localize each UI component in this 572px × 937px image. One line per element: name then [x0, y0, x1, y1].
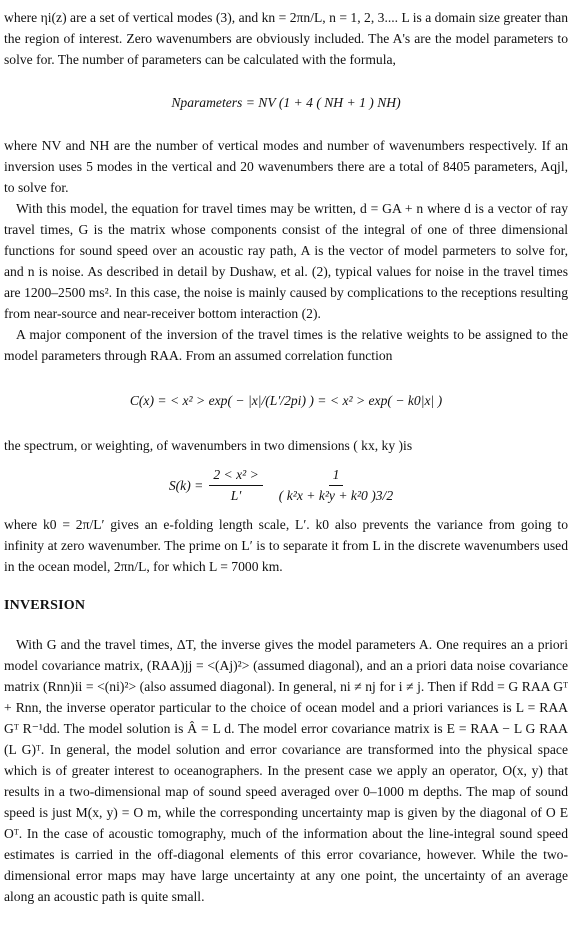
fraction-wavenumber	[275, 465, 397, 506]
fraction-variance-denominator: L′	[230, 487, 242, 503]
fraction-wavenumber-numerator: 1	[329, 465, 344, 486]
equation-parameter-count: Nparameters = NV (1 + 4 ( NH + 1 ) NH)	[171, 95, 401, 110]
paragraph-weights: A major component of the inversion of the travel times is the relative weights to be assigned to the model parameters through RAA. From an assumed correlation function	[4, 327, 568, 363]
fraction-variance-numerator: 2 < x² >	[209, 465, 262, 486]
equation-correlation-function: C(x) = < x² > exp( − |x|/(L′/2pi) ) = < x² > exp( − k0|x| )	[129, 393, 443, 408]
paragraph-efolding: where k0 = 2π/L′ gives an e-folding length scale, L′. k0 also prevents the variance from going to infinity at zero wavenumber. The prime on L′ is to separate it from L in the discrete wavenumbers used in the ocean model, 2πn/L, for which L = 7000 km.	[4, 517, 568, 574]
paragraph-inversion: With G and the travel times, ΔT, the inverse gives the model parameters A. One requires an a priori model covariance matrix, (RAA)jj = <(Aj)²> (assumed diagonal), and an a priori data noise covariance matrix (Rnn)ii = <(ni)²> (also assumed diagonal). In general, ni ≠ nj for i ≠ j. Then if Rdd = G RAA Gᵀ + Rnn, the inverse operator particular to the choice of ocean model and a priori variances is L = RAA Gᵀ R⁻¹dd. The model solution is Â = L d. The model error covariance matrix is E = RAA − L G RAA (L G)ᵀ. In general, the model solution and error covariance are transformed into the physical space which is of greater interest to oceanographers. In the present case we apply an operator, O(x, y) that results in a two-dimensional map of sound speed averaged over 0–1000 m depths. The map of sound speed is just M(x, y) = O m, while the corresponding uncertainty map is given by the diagonal of O E Oᵀ. In the case of acoustic tomography, much of the information about the line-integral sound speed estimates is carried in the off-diagonal elements of this error covariance, however. While the two-dimensional error maps may have large uncertainty at any one point, the uncertainty of an average along an acoustic path is quite small.	[4, 637, 568, 904]
paragraph-modes: where ηi(z) are a set of vertical modes (3), and kn = 2πn/L, n = 1, 2, 3.... L is a domain size greater than the region of interest. Zero wavenumbers are obviously included. The A's are the model parameters to solve for. The number of parameters can be calculated with the formula,	[4, 10, 568, 67]
equation-spectrum-lhs: S(k) =	[168, 477, 204, 493]
paragraph-parameter-example: where NV and NH are the number of vertical modes and number of wavenumbers respectively. If an inversion uses 5 modes in the vertical and 20 wavenumbers there are a total of 8405 parameters, Aqjl, to solve for.	[4, 138, 568, 195]
paragraph-spectrum: the spectrum, or weighting, of wavenumbers in two dimensions ( kx, ky )is	[4, 438, 413, 453]
equation-spectrum	[4, 456, 568, 514]
paragraph-travel-time-equation: With this model, the equation for travel times may be written, d = GA + n where d is a vector of ray travel times, G is the matrix whose components consist of the integral of one of three dimensional functions for sound speed over an acoustic ray path, A is the vector of model parmeters to solve for, and n is noise. As described in detail by Dushaw, et al. (2), typical values for noise in the travel times are 1200–2500 ms². In this case, the noise is mainly caused by complications to the receptions resulting from near-source and near-receiver bottom interaction (2).	[4, 201, 568, 321]
fraction-variance	[209, 465, 262, 506]
fraction-wavenumber-denominator: ( k²x + k²y + k²0 )3/2	[278, 487, 394, 503]
section-heading-inversion: INVERSION	[4, 598, 86, 613]
